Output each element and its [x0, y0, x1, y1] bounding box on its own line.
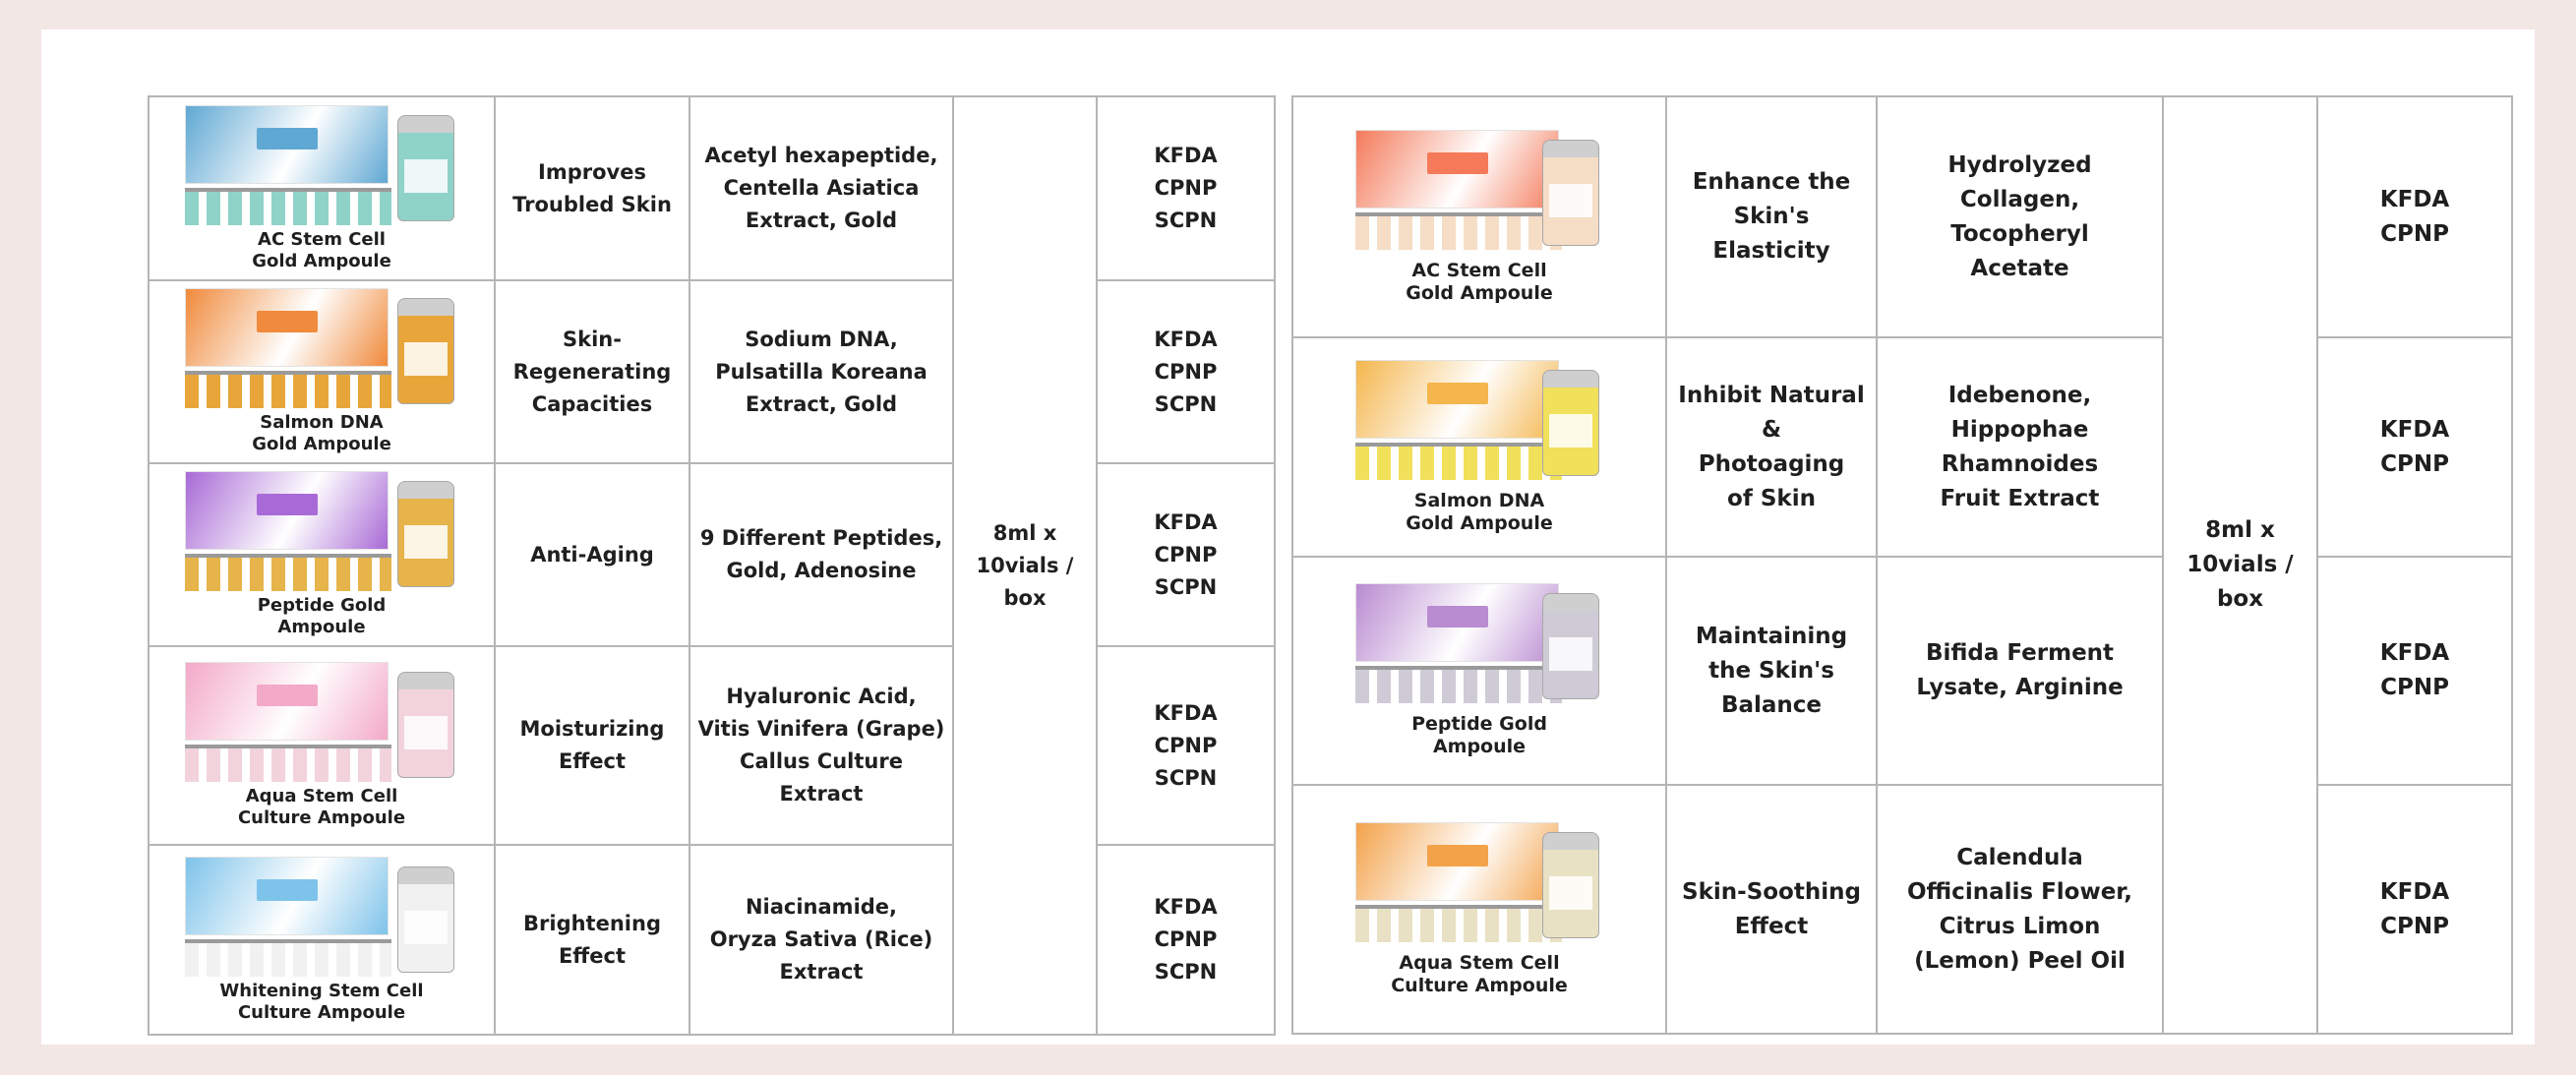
- table-row: [149, 280, 1275, 463]
- table-row: [149, 463, 1275, 646]
- bottle-graphic: [397, 672, 454, 778]
- product-table-right: [1291, 95, 2513, 1035]
- ingredients-cell: 9 Different Peptides, Gold, Adenosine: [689, 463, 953, 646]
- product-image: [185, 105, 458, 227]
- product-box-graphic: [185, 105, 389, 184]
- bottle-graphic: [397, 866, 454, 973]
- vials-graphic: [185, 188, 391, 225]
- product-box-graphic: [185, 857, 389, 935]
- product-image: [1355, 583, 1603, 711]
- product-sheet: [41, 30, 2535, 1045]
- table-row: [1292, 785, 2512, 1034]
- ingredients-cell: Bifida Ferment Lysate, Arginine: [1877, 557, 2163, 785]
- product-name: Whitening Stem Cell Culture Ampoule: [219, 980, 424, 1023]
- product-image: [1355, 130, 1603, 258]
- product-cell: [1292, 785, 1666, 1034]
- product-box-graphic: [1355, 822, 1559, 901]
- vials-graphic: [185, 745, 391, 782]
- effect-cell: Enhance the Skin's Elasticity: [1666, 96, 1877, 337]
- product-box-label-graphic: [1427, 845, 1488, 866]
- certifications-cell: KFDA CPNP SCPN: [1097, 463, 1275, 646]
- bottle-graphic: [1542, 832, 1599, 938]
- certifications-cell: KFDA CPNP SCPN: [1097, 96, 1275, 280]
- product-box-label-graphic: [257, 879, 318, 901]
- product-box-label-graphic: [257, 494, 318, 515]
- ingredients-cell: Sodium DNA, Pulsatilla Koreana Extract, Gold: [689, 280, 953, 463]
- product-cell: [1292, 557, 1666, 785]
- vials-graphic: [1355, 443, 1562, 480]
- ingredients-cell: Acetyl hexapeptide, Centella Asiatica Extract, Gold: [689, 96, 953, 280]
- vials-graphic: [1355, 905, 1562, 942]
- product-box-graphic: [1355, 130, 1559, 209]
- effect-cell: Improves Troubled Skin: [495, 96, 689, 280]
- table-row: [149, 96, 1275, 280]
- bottle-graphic: [397, 115, 454, 221]
- product-cell: [149, 845, 495, 1035]
- certifications-cell: KFDA CPNP: [2317, 785, 2512, 1034]
- product-box-graphic: [185, 662, 389, 741]
- product-cell: [1292, 96, 1666, 337]
- bottle-graphic: [1542, 370, 1599, 476]
- table-row: [149, 845, 1275, 1035]
- product-name: AC Stem Cell Gold Ampoule: [1406, 259, 1553, 304]
- volume-cell: 8ml x 10vials / box: [953, 96, 1097, 1035]
- product-name: Aqua Stem Cell Culture Ampoule: [1391, 951, 1568, 996]
- product-name: AC Stem Cell Gold Ampoule: [252, 228, 391, 271]
- ingredients-cell: Hydrolyzed Collagen, Tocopheryl Acetate: [1877, 96, 2163, 337]
- product-box-label-graphic: [1427, 606, 1488, 627]
- product-box-label-graphic: [1427, 383, 1488, 404]
- product-name: Peptide Gold Ampoule: [1411, 713, 1547, 757]
- product-table-left: [148, 95, 1276, 1036]
- ingredients-cell: Niacinamide, Oryza Sativa (Rice) Extract: [689, 845, 953, 1035]
- product-box-graphic: [185, 471, 389, 550]
- product-cell: [149, 646, 495, 845]
- bottle-graphic: [1542, 140, 1599, 246]
- table-row: [1292, 557, 2512, 785]
- certifications-cell: KFDA CPNP: [2317, 96, 2512, 337]
- product-box-label-graphic: [257, 128, 318, 149]
- vials-graphic: [1355, 212, 1562, 250]
- ingredients-cell: Idebenone, Hippophae Rhamnoides Fruit Extract: [1877, 337, 2163, 557]
- product-box-graphic: [1355, 360, 1559, 439]
- product-image: [185, 857, 458, 979]
- product-name: Aqua Stem Cell Culture Ampoule: [237, 786, 406, 828]
- table-row: [1292, 337, 2512, 557]
- table-row: [1292, 96, 2512, 337]
- product-box-graphic: [1355, 583, 1559, 662]
- certifications-cell: KFDA CPNP: [2317, 337, 2512, 557]
- volume-cell: 8ml x 10vials / box: [2163, 96, 2317, 1034]
- certifications-cell: KFDA CPNP SCPN: [1097, 845, 1275, 1035]
- product-name: Salmon DNA Gold Ampoule: [1406, 489, 1553, 534]
- effect-cell: Anti-Aging: [495, 463, 689, 646]
- product-cell: [1292, 337, 1666, 557]
- bottle-graphic: [397, 481, 454, 587]
- certifications-cell: KFDA CPNP SCPN: [1097, 280, 1275, 463]
- bottle-graphic: [1542, 593, 1599, 699]
- product-image: [1355, 360, 1603, 488]
- effect-cell: Inhibit Natural & Photoaging of Skin: [1666, 337, 1877, 557]
- product-name: Peptide Gold Ampoule: [257, 595, 387, 637]
- ingredients-cell: Calendula Officinalis Flower, Citrus Limon (Lemon) Peel Oil: [1877, 785, 2163, 1034]
- effect-cell: Moisturizing Effect: [495, 646, 689, 845]
- product-image: [185, 288, 458, 410]
- certifications-cell: KFDA CPNP SCPN: [1097, 646, 1275, 845]
- vials-graphic: [185, 371, 391, 408]
- effect-cell: Brightening Effect: [495, 845, 689, 1035]
- effect-cell: Skin-Soothing Effect: [1666, 785, 1877, 1034]
- product-box-label-graphic: [1427, 152, 1488, 174]
- table-row: [149, 646, 1275, 845]
- product-image: [185, 662, 458, 784]
- effect-cell: Maintaining the Skin's Balance: [1666, 557, 1877, 785]
- effect-cell: Skin- Regenerating Capacities: [495, 280, 689, 463]
- vials-graphic: [1355, 666, 1562, 703]
- product-box-label-graphic: [257, 685, 318, 706]
- ingredients-cell: Hyaluronic Acid, Vitis Vinifera (Grape) Callus Culture Extract: [689, 646, 953, 845]
- bottle-graphic: [397, 298, 454, 404]
- product-image: [185, 471, 458, 593]
- vials-graphic: [185, 939, 391, 977]
- product-cell: [149, 96, 495, 280]
- certifications-cell: KFDA CPNP: [2317, 557, 2512, 785]
- product-cell: [149, 463, 495, 646]
- product-name: Salmon DNA Gold Ampoule: [252, 412, 391, 454]
- vials-graphic: [185, 554, 391, 591]
- product-cell: [149, 280, 495, 463]
- product-box-graphic: [185, 288, 389, 367]
- product-box-label-graphic: [257, 311, 318, 332]
- product-image: [1355, 822, 1603, 950]
